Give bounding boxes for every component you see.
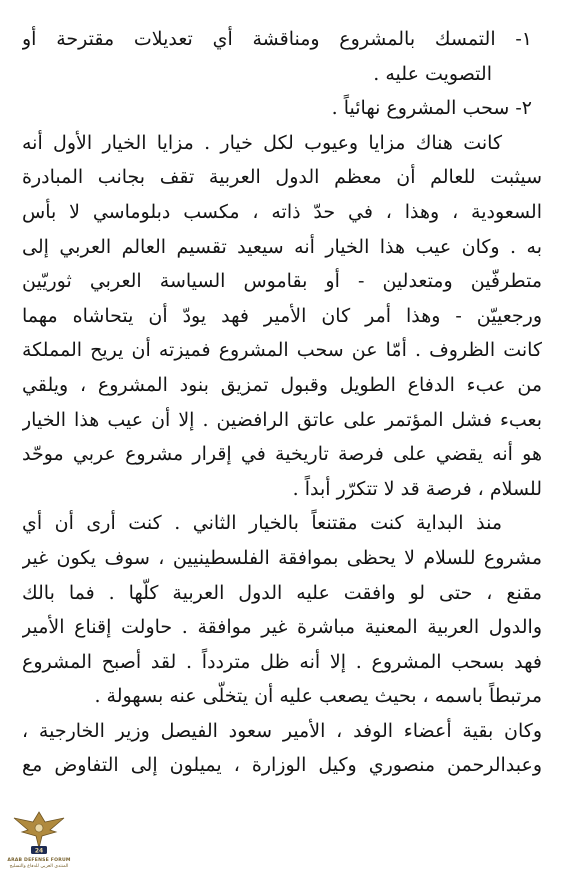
text-line: والدول العربية المعنية مباشرة غير موافقة . حاولت إقناع الأمير bbox=[22, 616, 542, 639]
text-line: للسلام ، فرصة قد لا تتكرّر أبداً . bbox=[292, 477, 542, 500]
text-line: هو أنه يقضي على فرصة تاريخية في إقرار مشروع عربي موحّد bbox=[22, 443, 542, 466]
eagle-emblem-icon bbox=[12, 808, 66, 858]
svg-text:24: 24 bbox=[34, 847, 44, 855]
text-line: بعبء فشل المؤتمر على عاتق الرافضين . إلا أن عيب هذا الخيار bbox=[22, 408, 542, 431]
logo-arabic-text: المنتدى العربي للدفاع والتسليح bbox=[9, 864, 69, 869]
logo-english-text: ARAB DEFENSE FORUM bbox=[7, 858, 71, 863]
text-line: التصويت عليه . bbox=[373, 62, 492, 85]
text-line: كانت الظروف . أمّا عن سحب المشروع فميزته أن يريح المملكة bbox=[22, 339, 542, 362]
watermark-logo bbox=[4, 808, 74, 880]
text-line: مرتبطاً باسمه ، بحيث يصعب عليه أن يتخلّى عنه بسهولة . bbox=[94, 685, 542, 708]
book-page-text bbox=[22, 22, 542, 783]
text-line: السعودية ، وهذا ، في حدّ ذاته ، مكسب دبلوماسي لا بأس bbox=[22, 200, 542, 223]
text-line: سيثبت للعالم أن معظم الدول العربية تقف بجانب المبادرة bbox=[22, 166, 542, 189]
text-line: مشروع للسلام لا يحظى بموافقة الفلسطينيين ، سوف يكون غير bbox=[22, 546, 542, 569]
text-line: كانت هناك مزايا وعيوب لكل خيار . مزايا الخيار الأول أنه bbox=[22, 131, 502, 154]
text-line: مقنع ، حتى لو وافقت عليه الدول العربية كلّها . فما بالك bbox=[22, 581, 542, 604]
text-line: متطرفّين ومتعدلين - أو بقاموس السياسة العربي ثوريّين bbox=[22, 270, 542, 293]
text-line: من عبء الدفاع الطويل وقبول تمزيق بنود المشروع ، ويلقي bbox=[22, 373, 542, 396]
text-line: وكان بقية أعضاء الوفد ، الأمير سعود الفيصل وزير الخارجية ، bbox=[22, 719, 542, 742]
text-line: ورجعييّن - وهذا أمر كان الأمير فهد يودّ أن يتحاشاه مهما bbox=[22, 304, 542, 327]
text-line: وعبدالرحمن منصوري وكيل الوزارة ، يميلون إلى التفاوض مع bbox=[22, 754, 542, 777]
text-line: به . وكان عيب هذا الخيار أنه سيعيد تقسيم العالم العربي إلى bbox=[22, 235, 542, 258]
text-line: ٢- سحب المشروع نهائياً . bbox=[331, 97, 532, 120]
text-line: ١- التمسك بالمشروع ومناقشة أي تعديلات مقترحة أو bbox=[22, 28, 532, 50]
text-line: فهد بسحب المشروع . إلا أنه ظل متردداً . لقد أصبح المشروع bbox=[22, 650, 542, 673]
text-line: منذ البداية كنت مقتنعاً بالخيار الثاني . كنت أرى أن أي bbox=[22, 512, 502, 535]
